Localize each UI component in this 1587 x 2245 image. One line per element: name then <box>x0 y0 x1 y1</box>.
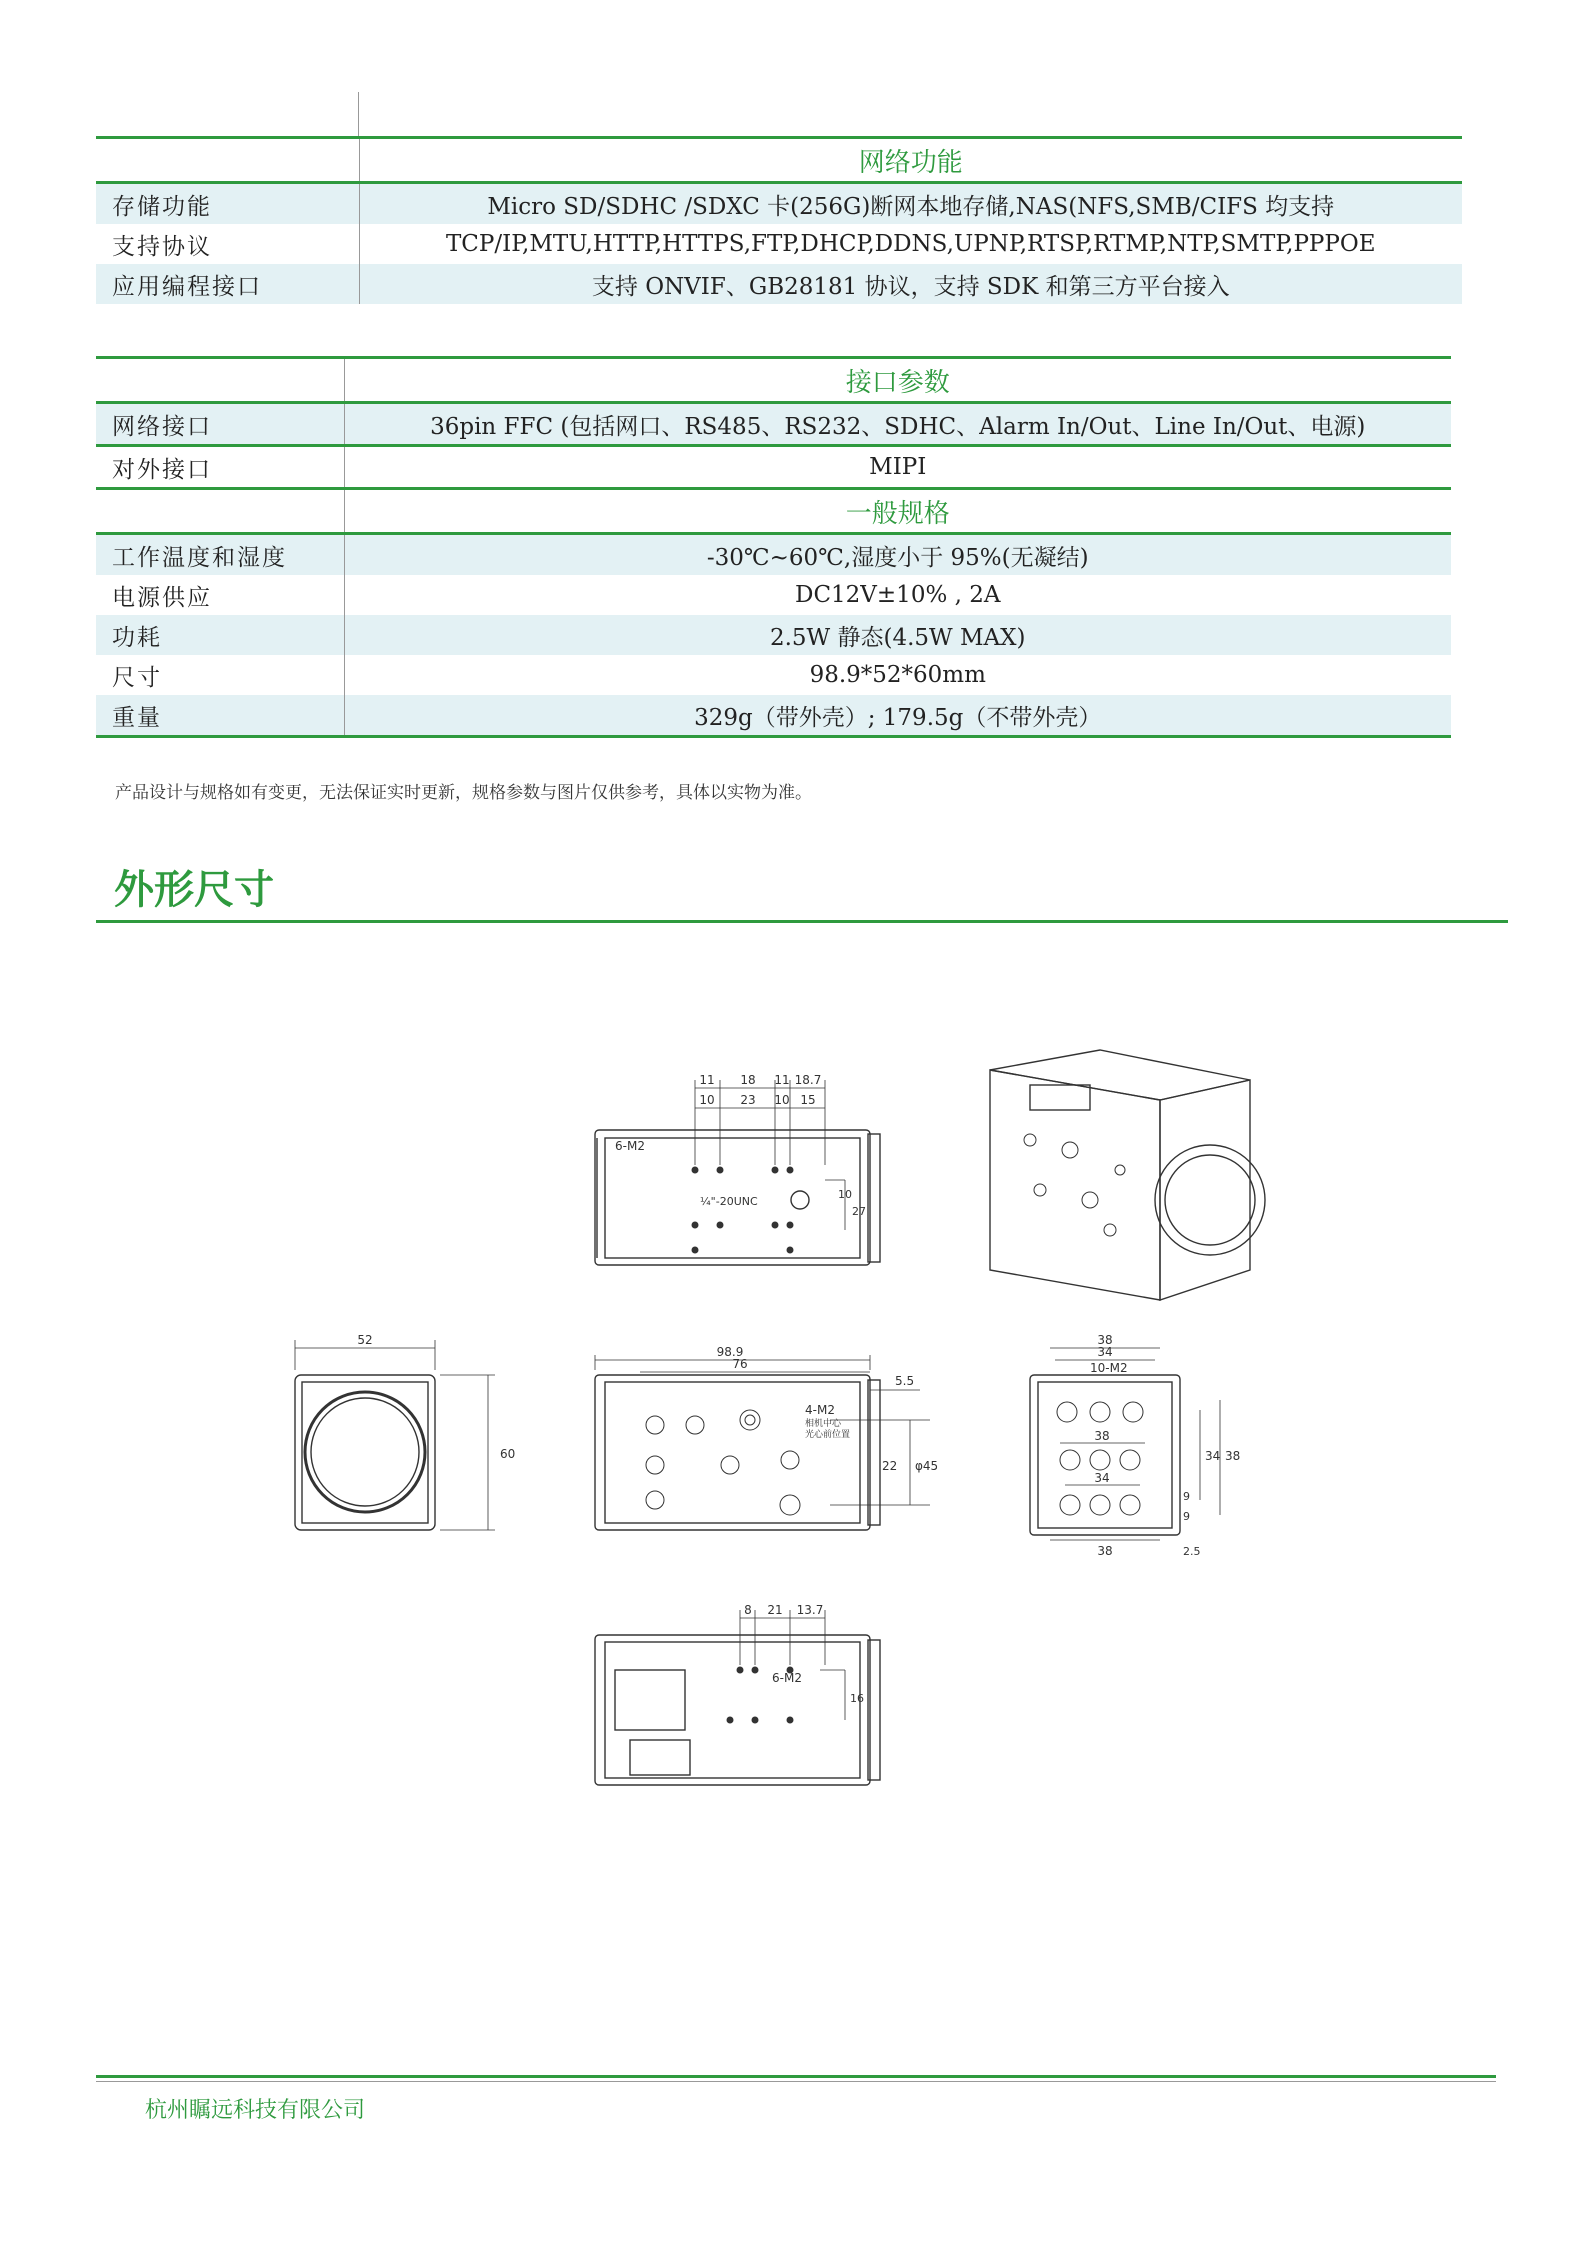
table-row <box>96 695 1451 737</box>
row-value: 2.5W 静态(4.5W MAX) <box>344 615 1451 655</box>
rear-mid2-dim: 34 <box>1094 1471 1110 1485</box>
table-row <box>96 575 1451 615</box>
rear-inner-top-dim: 34 <box>1097 1345 1113 1359</box>
network-spec-table <box>96 136 1462 304</box>
footer-divider-thin <box>96 2081 1496 2082</box>
row-value: MIPI <box>344 446 1451 489</box>
row-value: 36pin FFC (包括网口、RS485、RS232、SDHC、Alarm In/Out、Line In/Out、电源) <box>344 403 1451 446</box>
side-diameter-dim: φ45 <box>915 1459 939 1473</box>
rear-mid-dim: 38 <box>1094 1429 1110 1443</box>
bottom-side-dim: 16 <box>850 1692 864 1705</box>
top-dim-1: 11 <box>699 1073 715 1087</box>
top-hole-callout: 6-M2 <box>615 1139 645 1153</box>
rear-bottom-dim: 38 <box>1097 1544 1113 1558</box>
row-label: 存储功能 <box>96 183 359 225</box>
row-value: 支持 ONVIF、GB28181 协议，支持 SDK 和第三方平台接入 <box>359 264 1462 304</box>
side-view-drawing <box>595 1345 938 1530</box>
general-section-row <box>96 489 1451 534</box>
top-view-drawing <box>595 1073 880 1265</box>
top-dim-3: 11 <box>774 1073 790 1087</box>
row-label: 对外接口 <box>96 446 344 489</box>
dimension-drawings <box>270 1030 1330 1810</box>
table-row <box>96 183 1462 225</box>
bottom-hole-callout: 6-M2 <box>772 1671 802 1685</box>
footer-divider <box>96 2075 1496 2078</box>
disclaimer-note: 产品设计与规格如有变更，无法保证实时更新，规格参数与图片仅供参考，具体以实物为准。 <box>115 783 812 803</box>
rear-v-dim-3: 2.5 <box>1183 1545 1201 1558</box>
table-row <box>96 655 1451 695</box>
row-label: 工作温度和湿度 <box>96 534 344 576</box>
row-value: Micro SD/SDHC /SDXC 卡(256G)断网本地存储,NAS(NFS,SMB/CIFS 均支持 <box>359 183 1462 225</box>
row-label: 电源供应 <box>96 575 344 615</box>
table-row <box>96 264 1462 304</box>
table-row <box>96 403 1451 446</box>
interface-section-title: 接口参数 <box>344 358 1451 403</box>
row-label: 网络接口 <box>96 403 344 446</box>
table-row <box>96 615 1451 655</box>
side-overall-dim: 98.9 <box>716 1345 744 1359</box>
rear-hole-callout: 10-M2 <box>1090 1361 1128 1375</box>
table-row <box>96 534 1451 576</box>
row-label: 支持协议 <box>96 224 359 264</box>
front-width-dim: 52 <box>357 1333 373 1347</box>
top-dim-8: 15 <box>800 1093 816 1107</box>
rear-v-dim-2: 9 <box>1183 1510 1190 1523</box>
table1-header-divider <box>358 92 359 136</box>
front-view-drawing <box>295 1333 515 1530</box>
interface-spec-table <box>96 356 1451 738</box>
top-side-dim-1: 10 <box>838 1188 852 1201</box>
front-height-dim: 60 <box>500 1447 516 1461</box>
interface-section-row <box>96 358 1451 403</box>
bottom-dim-2: 21 <box>767 1603 783 1617</box>
side-marking-1: 相机中心 <box>805 1419 842 1429</box>
side-lens-offset-dim: 5.5 <box>895 1374 915 1388</box>
network-section-title: 网络功能 <box>359 138 1462 183</box>
section-title: 外形尺寸 <box>114 867 274 913</box>
row-label: 应用编程接口 <box>96 264 359 304</box>
top-side-dim-2: 27 <box>852 1205 866 1218</box>
row-value: -30℃~60℃,湿度小于 95%(无凝结) <box>344 534 1451 576</box>
table-row <box>96 446 1451 489</box>
side-hole-callout: 4-M2 <box>805 1403 835 1417</box>
side-inner-dim: 76 <box>732 1357 748 1371</box>
row-value: TCP/IP,MTU,HTTP,HTTPS,FTP,DHCP,DDNS,UPNP,RTSP,RTMP,NTP,SMTP,PPPOE <box>445 231 1376 257</box>
row-label: 功耗 <box>96 615 344 655</box>
top-dim-6: 23 <box>740 1093 756 1107</box>
row-label: 重量 <box>96 695 344 737</box>
perspective-drawing <box>990 1050 1265 1300</box>
company-name: 杭州瞩远科技有限公司 <box>145 2098 366 2123</box>
network-section-row <box>96 138 1462 183</box>
side-marking-2: 光心前位置 <box>805 1430 851 1440</box>
table-row <box>96 224 1462 264</box>
bottom-view-drawing <box>595 1603 880 1785</box>
top-dim-7: 10 <box>774 1093 790 1107</box>
row-value: 98.9*52*60mm <box>809 662 986 688</box>
rear-right-dim-2: 38 <box>1225 1449 1241 1463</box>
rear-view-drawing <box>1030 1333 1240 1558</box>
side-height-dim: 22 <box>882 1459 898 1473</box>
bottom-dim-3: 13.7 <box>796 1603 824 1617</box>
row-value: 329g（带外壳）; 179.5g（不带外壳） <box>344 695 1451 737</box>
general-section-title: 一般规格 <box>344 489 1451 534</box>
rear-v-dim-1: 9 <box>1183 1490 1190 1503</box>
top-dim-2: 18 <box>740 1073 756 1087</box>
rear-right-dim-1: 34 <box>1205 1449 1221 1463</box>
section-divider <box>96 920 1508 923</box>
row-label: 尺寸 <box>96 655 344 695</box>
rear-top-dim: 38 <box>1097 1333 1113 1347</box>
top-dim-5: 10 <box>699 1093 715 1107</box>
top-dim-4: 18.7 <box>794 1073 822 1087</box>
bottom-dim-1: 8 <box>744 1603 752 1617</box>
top-thread-callout: ¼"-20UNC <box>700 1195 758 1208</box>
row-value: DC12V±10% , 2A <box>795 582 1001 608</box>
